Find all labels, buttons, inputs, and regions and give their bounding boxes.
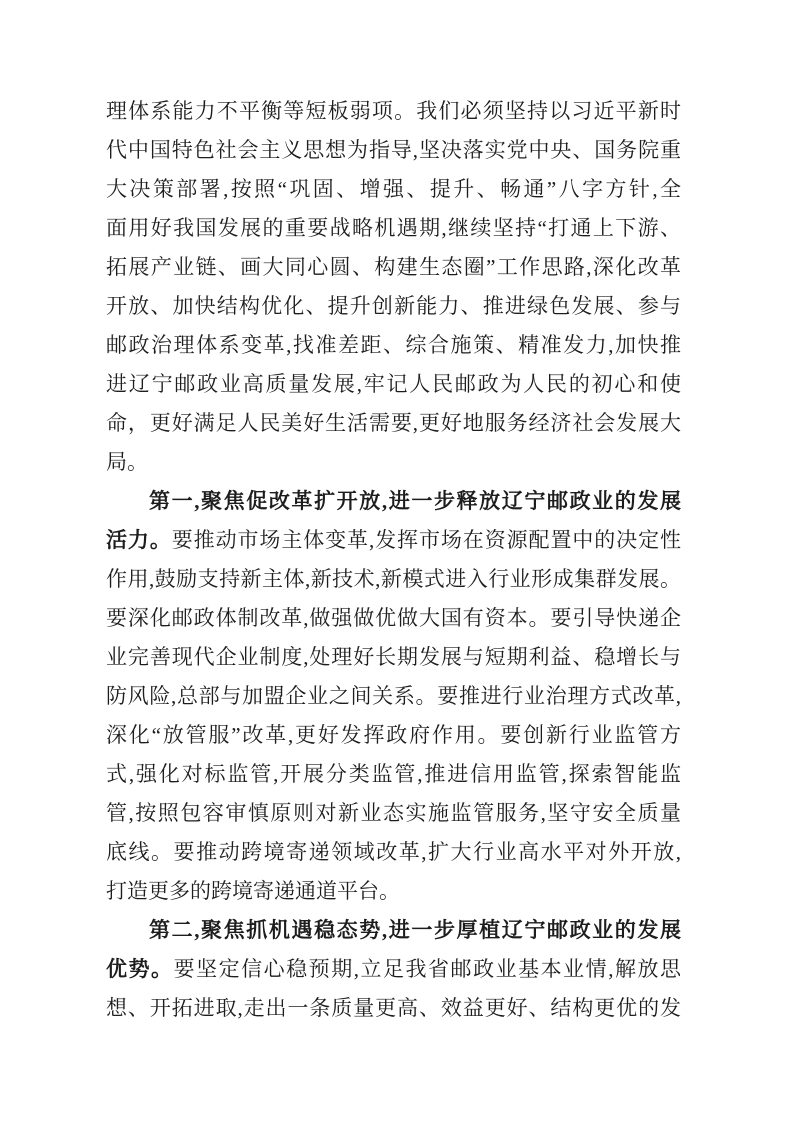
text-line <box>106 443 681 482</box>
text-segment: 式,强化对标监管,开展分类监管,推进信用监管,探索智能监 <box>106 762 681 786</box>
text-segment: 进辽宁邮政业高质量发展,牢记人民邮政为人民的初心和使 <box>106 372 681 396</box>
text-line <box>106 131 681 170</box>
text-line <box>106 911 681 950</box>
text-segment: 理体系能力不平衡等短板弱项。我们必须坚持以习近平新时 <box>106 99 681 123</box>
document-text-block <box>106 92 681 1028</box>
text-line <box>106 521 681 560</box>
text-segment: 邮政治理体系变革,找准差距、综合施策、精准发力,加快推 <box>106 333 681 357</box>
text-segment: 拓展产业链、画大同心圆、构建生态圈”工作思路,深化改革 <box>106 255 681 279</box>
bold-text-segment: 活力。 <box>106 528 172 552</box>
text-line <box>106 716 681 755</box>
text-line <box>106 92 681 131</box>
text-segment: 要推动市场主体变革,发挥市场在资源配置中的决定性 <box>171 528 681 552</box>
text-segment: 作用,鼓励支持新主体,新技术,新模式进入行业形成集群发展。 <box>106 567 681 591</box>
text-line <box>106 677 681 716</box>
text-line <box>106 989 681 1028</box>
text-segment: 要深化邮政体制改革,做强做优做大国有资本。要引导快递企 <box>106 606 681 630</box>
text-segment: 面用好我国发展的重要战略机遇期,继续坚持“打通上下游、 <box>106 216 681 240</box>
text-segment: 代中国特色社会主义思想为指导,坚决落实党中央、国务院重 <box>106 138 681 162</box>
text-line <box>106 833 681 872</box>
text-segment: 想、开拓进取,走出一条质量更高、效益更好、结构更优的发 <box>106 996 681 1020</box>
bold-text-segment: 第二,聚焦抓机遇稳态势,进一步厚植辽宁邮政业的发展 <box>149 918 681 942</box>
text-segment: 大决策部署,按照“巩固、增强、提升、畅通”八字方针,全 <box>106 177 681 201</box>
text-line <box>106 287 681 326</box>
text-line <box>106 599 681 638</box>
text-segment: 命，更好满足人民美好生活需要,更好地服务经济社会发展大 <box>106 411 681 435</box>
text-line <box>106 794 681 833</box>
text-segment: 局。 <box>106 450 148 474</box>
text-line <box>106 365 681 404</box>
text-line <box>106 755 681 794</box>
text-line <box>106 326 681 365</box>
text-segment: 管,按照包容审慎原则对新业态实施监管服务,坚守安全质量 <box>106 801 681 825</box>
text-segment: 打造更多的跨境寄递通道平台。 <box>106 879 400 903</box>
text-segment: 底线。要推动跨境寄递领域改革,扩大行业高水平对外开放, <box>106 840 681 864</box>
text-segment: 业完善现代企业制度,处理好长期发展与短期利益、稳增长与 <box>106 645 681 669</box>
text-line <box>106 950 681 989</box>
text-segment: 防风险,总部与加盟企业之间关系。要推进行业治理方式改革, <box>106 684 681 708</box>
text-line <box>106 209 681 248</box>
text-line <box>106 872 681 911</box>
text-line <box>106 404 681 443</box>
text-segment: 要坚定信心稳预期,立足我省邮政业基本业情,解放思 <box>173 957 681 981</box>
bold-text-segment: 第一,聚焦促改革扩开放,进一步释放辽宁邮政业的发展 <box>149 489 681 513</box>
text-line <box>106 170 681 209</box>
text-line <box>106 560 681 599</box>
text-line <box>106 248 681 287</box>
text-segment: 深化“放管服”改革,更好发挥政府作用。要创新行业监管方 <box>106 723 681 747</box>
text-line <box>106 482 681 521</box>
text-line <box>106 638 681 677</box>
bold-text-segment: 优势。 <box>106 957 174 981</box>
text-segment: 开放、加快结构优化、提升创新能力、推进绿色发展、参与 <box>106 294 681 318</box>
